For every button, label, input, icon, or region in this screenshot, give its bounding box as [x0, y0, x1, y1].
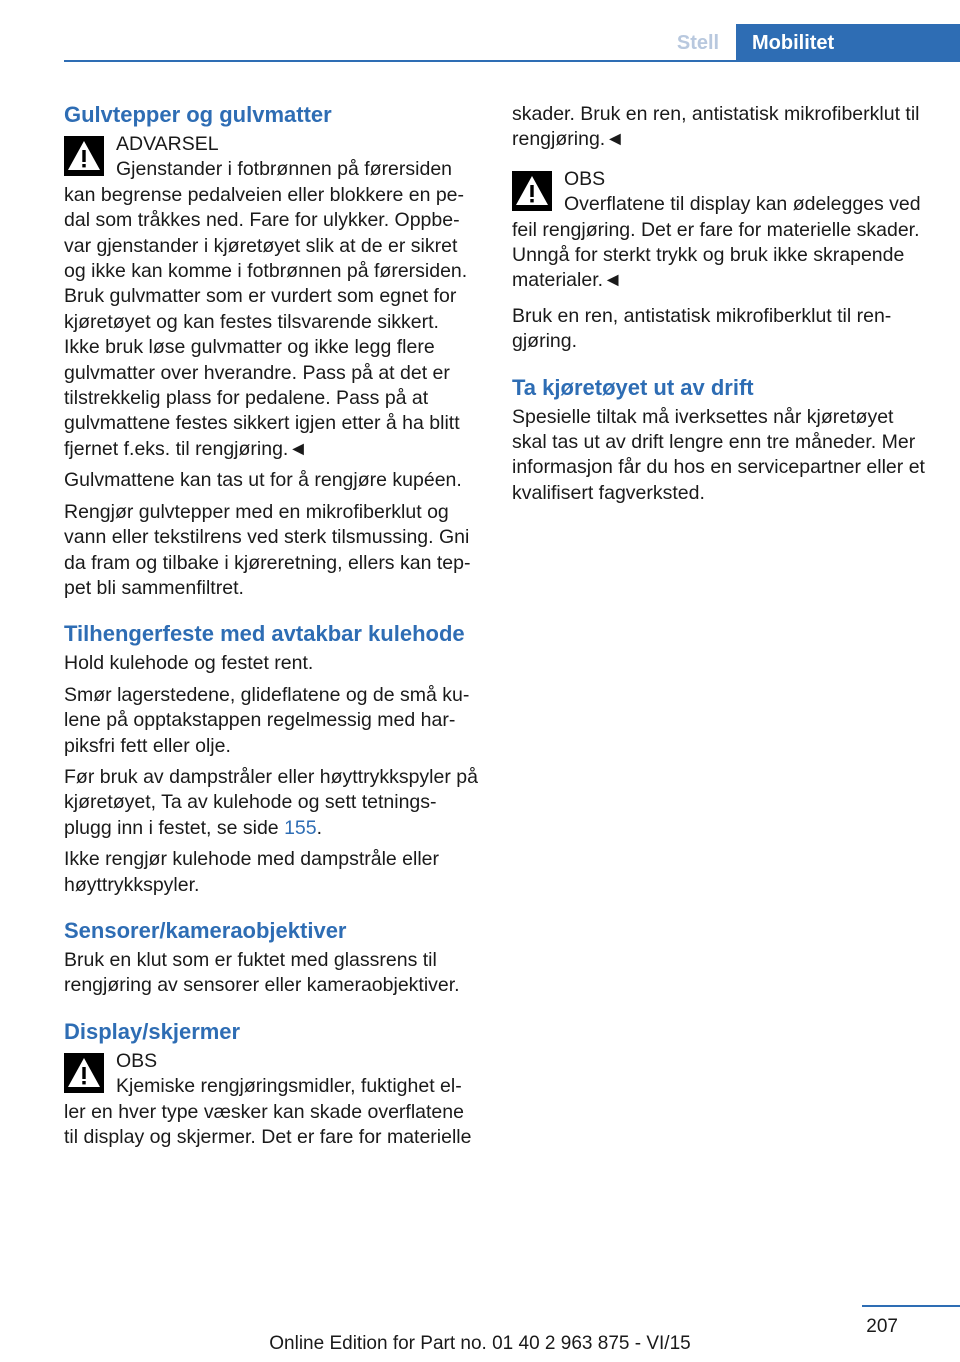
warning-triangle-icon	[512, 171, 552, 211]
tab-stell[interactable]: Stell	[676, 32, 720, 54]
warning-triangle-icon	[64, 1053, 104, 1093]
section-title-display: Display/skjermer	[64, 1018, 241, 1044]
paragraph: Bruk en ren, antistatisk mikrofiberklut til ren-gjøring.	[512, 304, 892, 353]
right-column	[512, 102, 928, 512]
paragraph: Ikke rengjør kulehode med dampstråle eller høyttrykkspyler.	[64, 848, 440, 896]
section-title-sensorer: Sensorer/kameraobjektiver	[64, 917, 347, 943]
warning-text: Gjenstander i fotbrønnen på førersiden kan begrense pedalveien eller blokkere en pe-dal som tråkkes ned. Fare for ulykker. Oppbe-var gjenstander i kjøretøyet slik at de er sikret og ikke kan komme i fotbrønnen på førersiden. Bruk gulvmatter som er vurdert som egnet for kjøretøyet og kan festes tilsvarende sikkert. Ikke bruk løse gulvmatter og ikke legg flere gulvmatter over hverandre. Pass på at det er tilstrekkelig plass for pedalene. Pass på at gulvmattene festes sikkert igjen etter å ha blitt fjernet f.eks. til rengjøring.◄	[64, 158, 468, 460]
paragraph: Smør lagerstedene, glideflatene og de små ku-lene på opptakstappen regelmessig med har-piksfri fett eller olje.	[64, 683, 470, 757]
edition-footer: Online Edition for Part no. 01 40 2 963 875 - VI/15	[269, 1333, 691, 1354]
warning-triangle-icon	[64, 136, 104, 176]
footer-rule	[862, 1305, 960, 1307]
section-title-gulvtepper: Gulvtepper og gulvmatter	[64, 102, 332, 127]
warning-advarsel	[64, 132, 480, 462]
tab-mobilitet[interactable]: Mobilitet	[736, 24, 960, 62]
warning-obs	[512, 167, 928, 294]
left-column	[64, 102, 480, 1156]
paragraph: Før bruk av dampstråler eller høyttrykkspyler på kjøretøyet, Ta av kulehode og sett tetnings-plugg inn i festet, se side 155.	[64, 765, 478, 839]
page-number: 207	[866, 1316, 898, 1337]
warning-label: OBS	[564, 167, 606, 190]
warning-text: Overflatene til display kan ødelegges ved feil rengjøring. Det er fare for materielle skader. Unngå for sterkt trykk og bruk ikke skrapende materialer.◄	[512, 193, 921, 292]
warning-text: Kjemiske rengjøringsmidler, fuktighet el-ler en hver type væsker kan skade overflatene til display og skjermer. Det er fare for materielle	[64, 1075, 472, 1148]
warning-obs	[64, 1049, 480, 1151]
paragraph: Gulvmattene kan tas ut for å rengjøre kupéen.	[64, 469, 462, 492]
paragraph: skader. Bruk en ren, antistatisk mikrofiberklut til rengjøring.◄	[512, 103, 920, 151]
warning-label: OBS	[116, 1049, 158, 1072]
paragraph: Spesielle tiltak må iverksettes når kjøretøyet skal tas ut av drift lengre enn tre måneder. Mer informasjon får du hos en servicepartner eller et kvalifisert fagverksted.	[512, 405, 925, 504]
paragraph: Rengjør gulvtepper med en mikrofiberklut og vann eller tekstilrens ved sterk tilsmussing. Gni da fram og tilbake i kjøreretning, ellers kan tep-pet bli sammenfiltret.	[64, 500, 471, 599]
section-title-tilhengerfeste: Tilhengerfeste med avtakbar kulehode	[64, 621, 465, 647]
paragraph: Bruk en klut som er fuktet med glassrens til rengjøring av sensorer eller kameraobjektiver.	[64, 948, 460, 997]
warning-label: ADVARSEL	[116, 133, 219, 155]
section-title-ta-kjoretoyet: Ta kjøretøyet ut av drift	[512, 374, 754, 400]
page-link-155[interactable]: 155	[284, 816, 317, 839]
paragraph: Hold kulehode og festet rent.	[64, 652, 314, 675]
